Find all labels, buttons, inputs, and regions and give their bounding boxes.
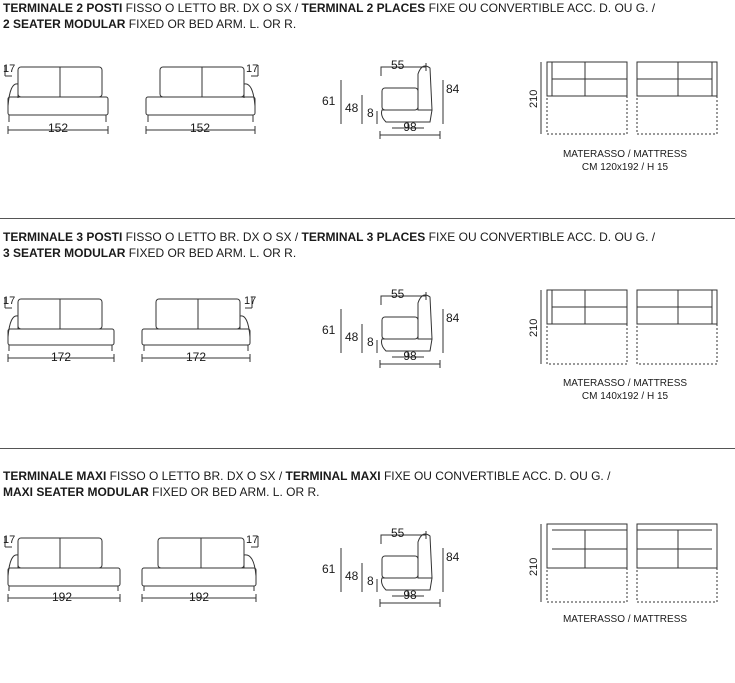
section-terminal-2-seater — [0, 0, 735, 215]
title-italian: TERMINALE MAXI — [3, 469, 107, 483]
section-heading — [3, 468, 610, 500]
arm-dimension: 17 — [246, 534, 259, 546]
section-heading — [3, 0, 655, 32]
front-view-left-arm — [3, 534, 120, 604]
width-dimension: 192 — [51, 590, 73, 604]
side-back-height: 61 — [322, 323, 336, 337]
side-height: 84 — [446, 311, 460, 325]
title-french: TERMINAL MAXI — [285, 469, 381, 483]
heading-line-1 — [3, 468, 610, 484]
sofa-drawings — [0, 506, 735, 616]
width-dimension: 152 — [47, 121, 69, 135]
front-view-right-arm — [142, 534, 258, 604]
side-depth: 98 — [403, 120, 417, 134]
side-height: 84 — [446, 550, 460, 564]
title-french: TERMINAL 2 PLACES — [301, 1, 426, 15]
caption-line-2: CM 120x192 / H 15 — [581, 162, 669, 173]
bed-length: 210 — [528, 557, 540, 576]
side-depth-top: 55 — [391, 287, 405, 301]
sofa-drawings — [0, 38, 735, 148]
width-dimension: 192 — [188, 590, 210, 604]
front-view-right-arm — [142, 295, 256, 364]
mattress-caption — [540, 613, 710, 626]
text-italian: FISSO O LETTO BR. DX O SX / — [106, 469, 286, 483]
caption-line-1: MATERASSO / MATTRESS — [562, 378, 688, 389]
arm-dimension: 17 — [246, 63, 259, 75]
side-seat-height: 48 — [345, 101, 359, 115]
caption-line-2: CM 140x192 / H 15 — [581, 391, 669, 402]
heading-line-1 — [3, 0, 655, 16]
title-italian: TERMINALE 3 POSTI — [3, 230, 123, 244]
section-divider — [0, 448, 735, 449]
side-height: 84 — [446, 82, 460, 96]
heading-line-2 — [3, 245, 655, 261]
arm-dimension: 17 — [3, 534, 16, 546]
text-english: FIXED OR BED ARM. L. OR R. — [125, 17, 297, 31]
side-view — [322, 526, 460, 607]
caption-line-1: MATERASSO / MATTRESS — [562, 149, 688, 160]
top-view-bed — [528, 62, 717, 134]
heading-line-2 — [3, 16, 655, 32]
section-heading — [3, 229, 655, 261]
front-view-right-arm — [146, 63, 258, 135]
title-english: 2 SEATER MODULAR — [3, 17, 126, 31]
title-english: MAXI SEATER MODULAR — [3, 485, 149, 499]
side-depth: 98 — [403, 349, 417, 363]
side-leg-height: 8 — [367, 106, 374, 120]
title-french: TERMINAL 3 PLACES — [301, 230, 426, 244]
top-view-bed — [528, 524, 717, 602]
width-dimension: 172 — [185, 350, 207, 364]
side-view — [322, 287, 460, 368]
front-view-left-arm — [3, 295, 114, 364]
text-english: FIXED OR BED ARM. L. OR R. — [148, 485, 320, 499]
front-view-left-arm — [3, 63, 108, 135]
sofa-drawings — [0, 267, 735, 377]
arm-dimension: 17 — [3, 295, 16, 307]
width-dimension: 172 — [50, 350, 72, 364]
text-english: FIXED OR BED ARM. L. OR R. — [125, 246, 297, 260]
side-view — [322, 58, 460, 139]
bed-length: 210 — [528, 89, 540, 108]
top-view-bed — [528, 290, 717, 364]
section-divider — [0, 218, 735, 219]
mattress-caption — [540, 377, 710, 403]
side-depth-top: 55 — [391, 526, 405, 540]
side-seat-height: 48 — [345, 569, 359, 583]
title-italian: TERMINALE 2 POSTI — [3, 1, 123, 15]
text-french: FIXE OU CONVERTIBLE ACC. D. OU G. / — [425, 230, 656, 244]
caption-line-1: MATERASSO / MATTRESS — [562, 614, 688, 625]
side-back-height: 61 — [322, 562, 336, 576]
heading-line-1 — [3, 229, 655, 245]
heading-line-2 — [3, 484, 610, 500]
side-seat-height: 48 — [345, 330, 359, 344]
title-english: 3 SEATER MODULAR — [3, 246, 126, 260]
mattress-caption — [540, 148, 710, 174]
side-leg-height: 8 — [367, 335, 374, 349]
width-dimension: 152 — [189, 121, 211, 135]
section-terminal-maxi — [0, 468, 735, 683]
text-italian: FISSO O LETTO BR. DX O SX / — [122, 1, 302, 15]
arm-dimension: 17 — [244, 295, 257, 307]
side-depth: 98 — [403, 588, 417, 602]
section-terminal-3-seater — [0, 229, 735, 444]
arm-dimension: 17 — [3, 63, 16, 75]
side-depth-top: 55 — [391, 58, 405, 72]
side-leg-height: 8 — [367, 574, 374, 588]
text-italian: FISSO O LETTO BR. DX O SX / — [122, 230, 302, 244]
side-back-height: 61 — [322, 94, 336, 108]
bed-length: 210 — [528, 318, 540, 337]
text-french: FIXE OU CONVERTIBLE ACC. D. OU G. / — [380, 469, 611, 483]
text-french: FIXE OU CONVERTIBLE ACC. D. OU G. / — [425, 1, 656, 15]
